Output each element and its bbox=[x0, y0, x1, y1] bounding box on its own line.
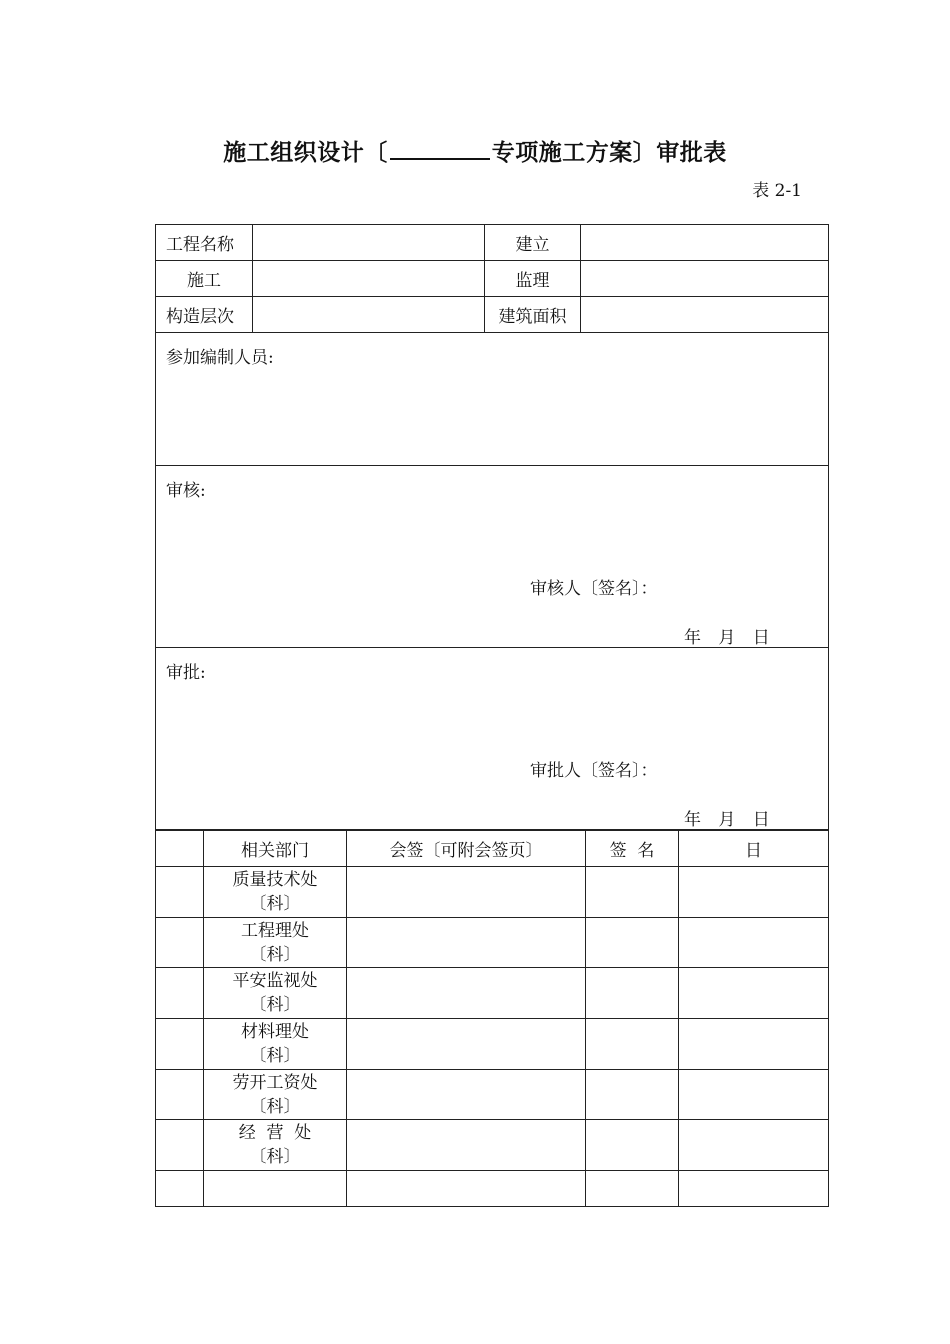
date-cell[interactable] bbox=[679, 867, 829, 918]
table-row bbox=[156, 1120, 829, 1171]
department-sub: 〔科〕 bbox=[249, 944, 301, 965]
department-cell bbox=[204, 918, 347, 968]
countersign-cell[interactable] bbox=[347, 867, 586, 918]
table-row bbox=[156, 1070, 829, 1120]
title-blank-field[interactable] bbox=[390, 138, 490, 160]
form-title bbox=[0, 134, 950, 167]
review-section[interactable] bbox=[156, 466, 829, 648]
signature-cell[interactable] bbox=[586, 867, 679, 918]
signature-cell[interactable] bbox=[586, 968, 679, 1019]
project-name-label: 工程名称 bbox=[156, 225, 253, 261]
department-name: 质量技术处 bbox=[232, 870, 318, 890]
table-row bbox=[156, 918, 829, 968]
signature-cell[interactable] bbox=[586, 1019, 679, 1070]
compilers-section[interactable] bbox=[156, 333, 829, 466]
date-cell[interactable] bbox=[679, 918, 829, 968]
row-index-cell[interactable] bbox=[156, 1171, 204, 1207]
review-signer-label: 审核人〔签名〕： bbox=[530, 579, 658, 599]
project-name-field[interactable] bbox=[253, 225, 485, 261]
department-cell[interactable] bbox=[204, 1171, 347, 1207]
compilers-label: 参加编制人员: bbox=[166, 348, 274, 368]
countersign-table bbox=[155, 830, 829, 1207]
department-cell bbox=[204, 968, 347, 1019]
construction-field[interactable] bbox=[581, 225, 829, 261]
department-name: 工程理处 bbox=[241, 920, 309, 941]
table-row bbox=[156, 968, 829, 1019]
department-name: 经 营 处 bbox=[238, 1123, 312, 1143]
department-cell bbox=[204, 1120, 347, 1171]
date-cell[interactable] bbox=[679, 1070, 829, 1120]
department-cell bbox=[204, 1070, 347, 1120]
review-date-label: 年 月 日 bbox=[684, 628, 770, 648]
department-cell bbox=[204, 1019, 347, 1070]
signature-cell[interactable] bbox=[586, 1070, 679, 1120]
approval-label: 审批: bbox=[166, 663, 206, 683]
signature-cell[interactable] bbox=[586, 1120, 679, 1171]
table-number: 表 2-1 bbox=[752, 181, 802, 201]
department-sub: 〔科〕 bbox=[249, 1096, 301, 1117]
approval-signer-label: 审批人〔签名〕： bbox=[530, 761, 658, 781]
department-sub: 〔科〕 bbox=[249, 1147, 301, 1167]
countersign-cell[interactable] bbox=[347, 918, 586, 968]
row-index-cell[interactable] bbox=[156, 1070, 204, 1120]
header-signature: 签 名 bbox=[586, 831, 679, 867]
approval-date-label: 年 月 日 bbox=[684, 810, 770, 830]
signature-cell[interactable] bbox=[586, 1171, 679, 1207]
countersign-cell[interactable] bbox=[347, 1019, 586, 1070]
countersign-cell[interactable] bbox=[347, 1120, 586, 1171]
table-row bbox=[156, 867, 829, 918]
date-cell[interactable] bbox=[679, 1019, 829, 1070]
construction-label: 建立 bbox=[485, 225, 581, 261]
row-index-cell[interactable] bbox=[156, 1120, 204, 1171]
structure-field[interactable] bbox=[253, 297, 485, 333]
row-index-cell[interactable] bbox=[156, 968, 204, 1019]
title-prefix: 施工组织设计〔 bbox=[223, 140, 388, 166]
date-cell[interactable] bbox=[679, 1120, 829, 1171]
date-cell[interactable] bbox=[679, 1171, 829, 1207]
countersign-cell[interactable] bbox=[347, 1070, 586, 1120]
row-index-cell[interactable] bbox=[156, 918, 204, 968]
approval-section[interactable] bbox=[156, 648, 829, 830]
table-row bbox=[156, 1171, 829, 1207]
department-name: 材料理处 bbox=[241, 1022, 309, 1042]
department-sub: 〔科〕 bbox=[249, 1046, 301, 1066]
department-cell bbox=[204, 867, 347, 918]
row-index-cell[interactable] bbox=[156, 1019, 204, 1070]
department-name: 平安监视处 bbox=[232, 971, 318, 991]
signature-cell[interactable] bbox=[586, 918, 679, 968]
row-index-cell[interactable] bbox=[156, 867, 204, 918]
department-sub: 〔科〕 bbox=[249, 995, 301, 1015]
supervision-label: 监理 bbox=[485, 261, 581, 297]
supervision-field[interactable] bbox=[581, 261, 829, 297]
builder-field[interactable] bbox=[253, 261, 485, 297]
header-department: 相关部门 bbox=[204, 831, 347, 867]
countersign-cell[interactable] bbox=[347, 1171, 586, 1207]
header-index bbox=[156, 831, 204, 867]
review-label: 审核: bbox=[166, 481, 206, 501]
area-field[interactable] bbox=[581, 297, 829, 333]
department-sub: 〔科〕 bbox=[249, 894, 301, 914]
header-countersign: 会签〔可附会签页〕 bbox=[347, 831, 586, 867]
header-date: 日 bbox=[679, 831, 829, 867]
table-row bbox=[156, 1019, 829, 1070]
countersign-cell[interactable] bbox=[347, 968, 586, 1019]
area-label: 建筑面积 bbox=[485, 297, 581, 333]
approval-form-table bbox=[155, 224, 829, 830]
department-name: 劳开工资处 bbox=[232, 1072, 318, 1093]
builder-label: 施工 bbox=[156, 261, 253, 297]
structure-label: 构造层次 bbox=[156, 297, 253, 333]
date-cell[interactable] bbox=[679, 968, 829, 1019]
title-suffix: 专项施工方案〕审批表 bbox=[491, 140, 727, 166]
